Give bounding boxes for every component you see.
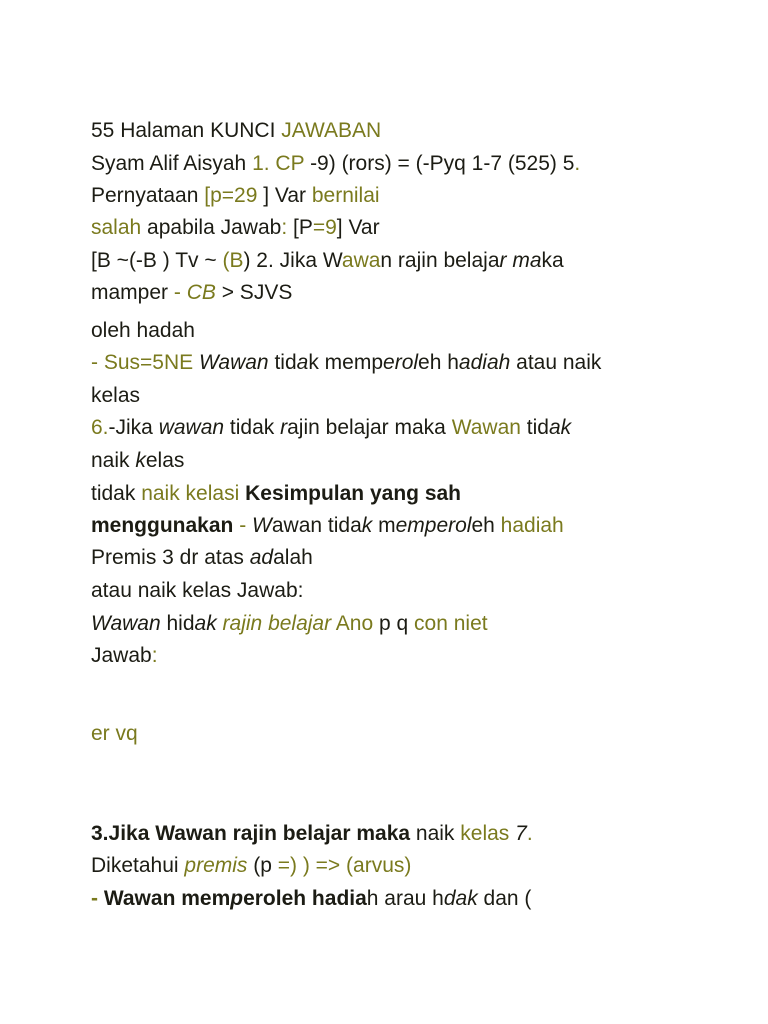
text: erol xyxy=(383,351,419,374)
text: salah xyxy=(91,216,142,239)
text: Diketahui xyxy=(91,854,185,877)
doc-line-1 xyxy=(91,118,381,144)
text: > SJVS xyxy=(215,281,293,304)
text: : xyxy=(151,644,158,667)
text: premis xyxy=(184,854,248,877)
text: elas xyxy=(145,449,185,472)
text: k xyxy=(361,514,373,537)
text: 6. xyxy=(91,416,109,439)
text: ad xyxy=(249,546,274,569)
doc-line-14 xyxy=(91,545,313,571)
text: (p xyxy=(247,854,278,877)
text: (B xyxy=(222,249,244,272)
doc-line-13 xyxy=(91,513,564,539)
text: ak xyxy=(194,612,217,635)
text: emperol xyxy=(395,514,472,537)
doc-line-19 xyxy=(91,821,533,847)
doc-line-9 xyxy=(91,383,140,409)
text: wawan xyxy=(158,416,225,439)
text: tid xyxy=(520,416,549,439)
text: Premis 3 dr atas xyxy=(91,546,250,569)
text: con niet xyxy=(414,612,488,635)
text: awa xyxy=(341,249,381,272)
text: Wawan mem xyxy=(103,887,231,910)
text: r xyxy=(499,249,507,272)
text: : xyxy=(281,216,288,239)
text: mamper xyxy=(91,281,174,304)
text: tidak xyxy=(91,482,142,505)
text: . xyxy=(574,152,581,175)
text: p q xyxy=(373,612,415,635)
text: eroleh hadia xyxy=(243,887,367,910)
text: hadiah xyxy=(500,514,564,537)
text: . xyxy=(526,822,533,845)
doc-line-17 xyxy=(91,643,158,669)
text: - xyxy=(91,887,104,910)
text: naik kelasi xyxy=(141,482,240,505)
doc-line-8 xyxy=(91,350,601,376)
doc-line-12 xyxy=(91,481,461,507)
doc-line-16 xyxy=(91,611,488,637)
doc-line-5 xyxy=(91,248,564,274)
text: =) ) => (arvus) xyxy=(277,854,412,877)
text: - xyxy=(233,514,253,537)
doc-line-10 xyxy=(91,415,571,441)
text: adiah xyxy=(458,351,511,374)
text: oleh hadah xyxy=(91,319,195,342)
text: [P xyxy=(287,216,313,239)
text: Wawan xyxy=(91,612,161,635)
text: ka xyxy=(541,249,564,272)
text: Pernyataan xyxy=(91,184,205,207)
text: [p=29 xyxy=(204,184,258,207)
text: 55 Halaman KUNCI xyxy=(91,119,282,142)
doc-line-2 xyxy=(91,151,580,177)
text: ajin belajar maka xyxy=(287,416,452,439)
doc-line-11 xyxy=(91,448,184,474)
text: awa xyxy=(271,514,311,537)
text: eh h xyxy=(418,351,459,374)
text: tid xyxy=(268,351,297,374)
text: 3.Jika Wawan rajin belajar maka xyxy=(91,822,411,845)
text: kelas xyxy=(460,822,510,845)
text: - xyxy=(173,281,187,304)
text: Ano xyxy=(331,612,374,635)
text: h arau h xyxy=(366,887,444,910)
doc-line-18 xyxy=(91,721,138,747)
text: ] Var xyxy=(336,216,380,239)
text: hid xyxy=(160,612,195,635)
doc-line-4 xyxy=(91,215,380,241)
text: =9 xyxy=(312,216,337,239)
text: W xyxy=(252,514,272,537)
text: dak xyxy=(443,887,478,910)
text: alah xyxy=(273,546,313,569)
text: k xyxy=(135,449,146,472)
text: r xyxy=(280,416,288,439)
text: p xyxy=(230,887,244,910)
text: naik xyxy=(410,822,461,845)
doc-line-3 xyxy=(91,183,380,209)
doc-line-15 xyxy=(91,578,303,604)
text: er vq xyxy=(91,722,138,745)
text: - Sus=5NE xyxy=(91,351,199,374)
text: ) 2. Jika W xyxy=(243,249,342,272)
doc-line-7 xyxy=(91,318,195,344)
text: CB xyxy=(186,281,216,304)
text: n tida xyxy=(310,514,362,537)
text: m xyxy=(372,514,396,537)
text: kelas xyxy=(91,384,141,407)
text: -9) (rors) = (-Pyq 1-7 (525) 5 xyxy=(304,152,575,175)
text: Jawab xyxy=(91,644,152,667)
text: ] Var xyxy=(257,184,312,207)
text: k memp xyxy=(308,351,384,374)
text: dan ( xyxy=(477,887,532,910)
text: 1. CP xyxy=(252,152,305,175)
text: eh xyxy=(471,514,501,537)
text: Wawan xyxy=(198,351,269,374)
text: a xyxy=(296,351,309,374)
text: naik xyxy=(91,449,136,472)
text: menggunakan xyxy=(91,514,234,537)
text: atau naik kelas Jawab: xyxy=(91,579,304,602)
doc-line-6 xyxy=(91,280,292,306)
text: tidak xyxy=(224,416,281,439)
text: ma xyxy=(512,249,542,272)
text: apabila Jawab xyxy=(141,216,282,239)
text: atau naik xyxy=(510,351,602,374)
text: [B ~(-B ) Tv ~ xyxy=(91,249,223,272)
text: Wawan xyxy=(451,416,521,439)
text: JAWABAN xyxy=(281,119,382,142)
doc-line-21 xyxy=(91,886,531,912)
text: ak xyxy=(548,416,572,439)
text: n rajin belaja xyxy=(380,249,500,272)
text: Syam Alif Aisyah xyxy=(91,152,253,175)
text: Kesimpulan yang sah xyxy=(245,482,462,505)
text: bernilai xyxy=(311,184,380,207)
text: -Jika xyxy=(108,416,159,439)
text: rajin belajar xyxy=(222,612,332,635)
doc-line-20 xyxy=(91,853,411,879)
text: 7 xyxy=(509,822,527,845)
